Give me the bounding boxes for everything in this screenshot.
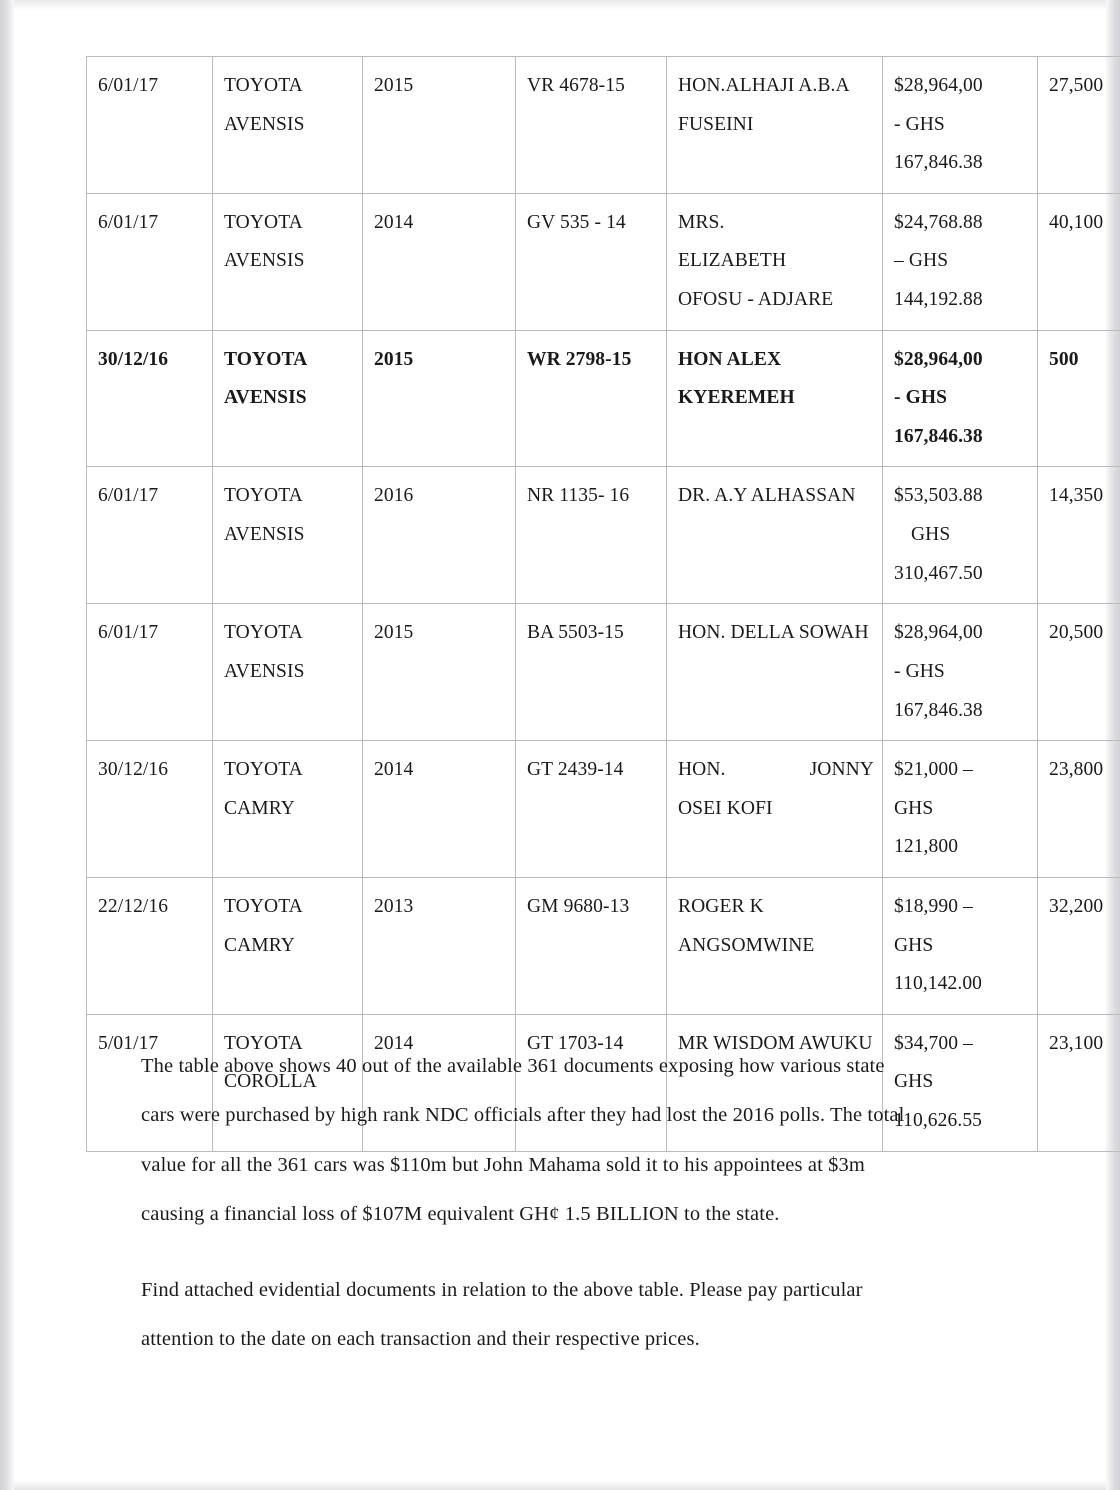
cell-model: TOYOTA AVENSIS (213, 467, 363, 604)
cell-model: TOYOTA AVENSIS (213, 330, 363, 467)
cell-date: 6/01/17 (87, 604, 213, 741)
page-bottom-edge (14, 1480, 1106, 1490)
cell-price (883, 330, 1038, 467)
cell-year: 2014 (363, 741, 516, 878)
cell-model: TOYOTA CAMRY (213, 877, 363, 1014)
cell-plate: BA 5503-15 (516, 604, 667, 741)
cell-plate: VR 4678-15 (516, 57, 667, 194)
price-line: – GHS (894, 250, 949, 272)
cell-model: TOYOTA CAMRY (213, 741, 363, 878)
owner-line: MRS. (678, 211, 725, 233)
cell-owner (667, 604, 883, 741)
owner-line: ROGER K (678, 895, 764, 917)
cell-date: 5/01/17 (87, 1014, 213, 1151)
page-top-edge (14, 0, 1106, 10)
owner-line: HON ALEX (678, 348, 782, 370)
cell-year: 2013 (363, 877, 516, 1014)
price-line: GHS (894, 797, 934, 819)
cell-amount: 23,800 (1038, 741, 1120, 878)
table-row (87, 193, 1120, 330)
cell-price (883, 467, 1038, 604)
owner-line: A.B.A FUSEINI (678, 75, 849, 135)
table-row-highlighted (87, 330, 1120, 467)
table-row (87, 57, 1120, 194)
price-line: - GHS (894, 660, 945, 682)
owner-line: OSEI KOFI (678, 797, 773, 819)
cell-model: TOYOTA AVENSIS (213, 57, 363, 194)
price-line: $28,964,00 (894, 348, 983, 370)
owner-line: ELIZABETH (678, 250, 787, 272)
cell-date: 6/01/17 (87, 57, 213, 194)
cell-owner (667, 741, 883, 878)
owner-line: HON.ALHAJI (678, 75, 795, 96)
owner-line: MR WISDOM (678, 1032, 796, 1054)
cell-owner (667, 877, 883, 1014)
cell-year: 2015 (363, 330, 516, 467)
cell-plate: NR 1135- 16 (516, 467, 667, 604)
cell-price (883, 741, 1038, 878)
cell-year: 2015 (363, 604, 516, 741)
vehicle-sales-table (86, 56, 1120, 1152)
price-line: 121,800 (894, 836, 959, 858)
owner-line: ALHASSAN (750, 485, 856, 507)
owner-line: KYEREMEH (678, 387, 795, 409)
cell-model: TOYOTA AVENSIS (213, 193, 363, 330)
owner-line: OFOSU - ADJARE (678, 289, 834, 311)
table-row (87, 604, 1120, 741)
owner-line: SOWAH (798, 622, 869, 644)
cell-amount: 20,500 (1038, 604, 1120, 741)
price-line: $18,990 – (894, 895, 973, 917)
cell-price (883, 604, 1038, 741)
cell-date: 22/12/16 (87, 877, 213, 1014)
paragraph-summary: The table above shows 40 out of the available 361 documents exposing how various state cars were purchased by high rank NDC officials after they had lost the 2016 polls. The total value for all the 361 cars was $110m but John Mahama sold it to his appointees at $3m causing a financial loss of $107M equivalent GH¢ 1.5 BILLION to the state. (141, 1055, 905, 1226)
cell-year: 2014 (363, 193, 516, 330)
cell-amount: 500 (1038, 330, 1120, 467)
cell-model: TOYOTA AVENSIS (213, 604, 363, 741)
owner-line: DR. A.Y (678, 485, 747, 507)
table-row (87, 741, 1120, 878)
price-line: 167,846.38 (894, 699, 983, 721)
cell-year: 2016 (363, 467, 516, 604)
price-line: $24,768.88 (894, 211, 983, 233)
table-row (87, 877, 1120, 1014)
price-line: GHS (911, 524, 951, 546)
cell-plate: GT 2439-14 (516, 741, 667, 878)
table-row (87, 467, 1120, 604)
cell-owner (667, 57, 883, 194)
price-line: 167,846.38 (894, 425, 983, 447)
price-line: $28,964,00 (894, 622, 983, 644)
cell-date: 6/01/17 (87, 467, 213, 604)
price-line: - GHS (894, 387, 948, 409)
price-line: 110,626.55 (894, 1110, 983, 1132)
cell-owner (667, 330, 883, 467)
cell-amount: 23,100 (1038, 1014, 1120, 1151)
owner-line: HON. DELLA (678, 622, 794, 644)
cell-year: 2014 (363, 1014, 516, 1151)
price-line: $21,000 – (894, 759, 973, 781)
cell-amount: 40,100 (1038, 193, 1120, 330)
cell-price (883, 193, 1038, 330)
price-line: 310,467.50 (894, 562, 983, 584)
cell-owner (667, 467, 883, 604)
cell-date: 30/12/16 (87, 330, 213, 467)
cell-amount: 32,200 (1038, 877, 1120, 1014)
cell-year: 2015 (363, 57, 516, 194)
cell-amount: 14,350 (1038, 467, 1120, 604)
price-line: $34,700 – (894, 1032, 973, 1054)
cell-price (883, 57, 1038, 194)
cell-price (883, 877, 1038, 1014)
table-body (87, 57, 1120, 1152)
owner-line: ANGSOMWINE (678, 934, 815, 956)
body-copy (141, 1042, 911, 1364)
paragraph-instruction: Find attached evidential documents in relation to the above table. Please pay particular attention to the date on each transaction and their respective prices. (141, 1278, 863, 1350)
price-line: $28,964,00 (894, 75, 983, 96)
cell-plate: GV 535 - 14 (516, 193, 667, 330)
vehicle-sales-table-container (86, 56, 1104, 1152)
cell-plate: GM 9680-13 (516, 877, 667, 1014)
cell-model: TOYOTA COROLLA (213, 1014, 363, 1151)
cell-amount: 27,500 (1038, 57, 1120, 194)
price-line: $53,503.88 (894, 485, 983, 507)
cell-plate: GT 1703-14 (516, 1014, 667, 1151)
cell-owner (667, 193, 883, 330)
owner-line: AWUKU (798, 1032, 873, 1054)
price-line: 144,192.88 (894, 289, 983, 311)
document-page (14, 0, 1106, 1490)
price-line: GHS (894, 1071, 934, 1093)
cell-plate: WR 2798-15 (516, 330, 667, 467)
cell-date: 6/01/17 (87, 193, 213, 330)
owner-line: HON. JONNY (678, 759, 874, 781)
price-line: 110,142.00 (894, 973, 983, 995)
price-line: GHS (894, 934, 934, 956)
price-line: - GHS (894, 113, 945, 135)
price-line: 167,846.38 (894, 152, 983, 174)
cell-date: 30/12/16 (87, 741, 213, 878)
